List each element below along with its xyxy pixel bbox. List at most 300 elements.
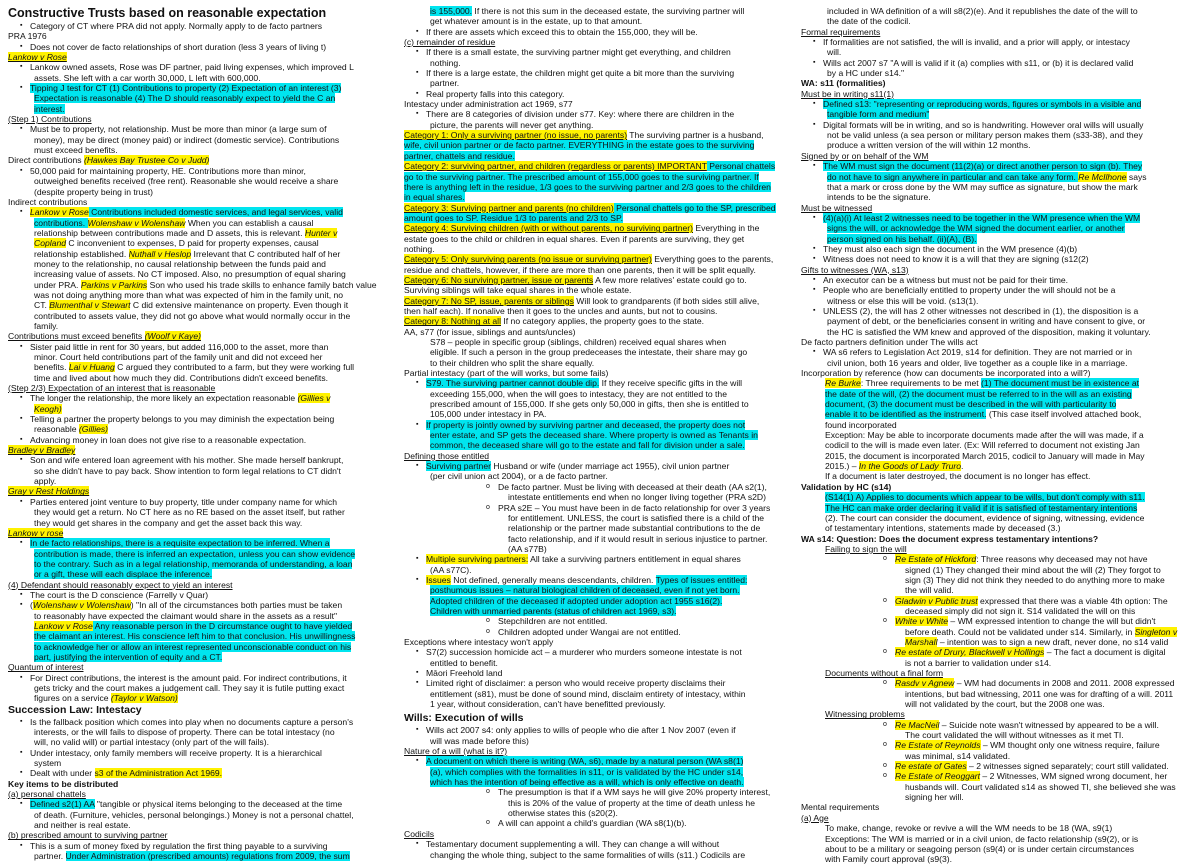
- text-line: [801, 834, 1193, 844]
- text-segment: Husband or wife (under marriage act 1955), civil union partner: [490, 461, 730, 472]
- text-line: [8, 362, 400, 372]
- text-line: [8, 673, 400, 683]
- highlighted-text: which has the intention of being effective as a will, which is only effective on death.: [430, 777, 744, 788]
- text-segment: 50,000 paid for maintaining property, HE. Contributions more than minor,: [30, 165, 306, 176]
- text-line: [801, 347, 1193, 357]
- highlighted-text: tangible form and medium": [827, 109, 930, 120]
- text-line: [8, 717, 400, 727]
- highlighted-text: (1) The document must be in existence at: [981, 378, 1139, 389]
- text-segment: Son who used his trade skills to enhance family batch value: [147, 279, 377, 290]
- section-heading: [404, 712, 796, 725]
- highlighted-text: Nuthall v Heslop: [128, 248, 192, 259]
- text-segment: codicil to the will is made even later. (Ex: Will referred to document not existing Jan: [825, 440, 1140, 451]
- text-segment: expressed that there was a viable 4th option: The: [977, 595, 1168, 606]
- text-line: [8, 259, 400, 269]
- text-line: [801, 182, 1193, 192]
- highlighted-text: Re Burke: [825, 378, 861, 389]
- highlighted-text: (Hawkes Bay Trustee Co v Judd): [83, 155, 210, 166]
- text-line: [404, 389, 796, 399]
- text-line: [404, 347, 796, 357]
- text-line: [801, 16, 1193, 26]
- text-segment: Does not cover de facto relationships of short duration (less 3 years of living t): [30, 41, 327, 52]
- highlighted-text: Wolenshaw v Wolenshaw: [32, 600, 131, 611]
- text-segment: (Step 2/3) Expectation of an interest that is reasonable: [8, 383, 216, 394]
- text-line: [404, 6, 796, 16]
- text-line: [404, 585, 796, 595]
- text-segment: C argued they contributed to a farm, but they were working full: [114, 362, 355, 373]
- text-line: [801, 575, 1193, 585]
- text-segment: Quantum of interest: [8, 662, 84, 673]
- text-segment: The presumption is that if a WM says he will give 20% property interest,: [498, 787, 771, 798]
- text-line: [801, 492, 1193, 502]
- text-segment: get whatever amount is in the estate, up to that amount.: [430, 16, 643, 27]
- text-line: [404, 554, 796, 564]
- text-line: [801, 99, 1193, 109]
- text-line: [404, 596, 796, 606]
- text-line: [801, 616, 1193, 626]
- text-line: [404, 296, 796, 306]
- text-segment: Documents without a final form: [825, 668, 943, 678]
- text-segment: The court validated the will without witnesses as it met TI.: [905, 730, 1124, 741]
- text-line: [8, 497, 400, 507]
- highlighted-text: Category 8: Nothing at all: [404, 316, 501, 327]
- text-segment: outweighed benefits received (free rent). Reasonable she would receive a share: [34, 176, 339, 187]
- text-line: [801, 823, 1193, 833]
- text-line: [8, 507, 400, 517]
- text-line: [801, 720, 1193, 730]
- text-segment: C inconvenient to expenses, D paid for property expenses, causal: [66, 238, 319, 249]
- text-line: [801, 27, 1193, 37]
- text-segment: money to the relationship, no causal relationship between the funds paid and: [34, 258, 326, 269]
- text-segment: Partial intestacy (part of the will works, but some fails): [404, 368, 609, 379]
- text-line: [404, 787, 796, 797]
- text-segment: system: [34, 758, 62, 769]
- text-segment: C did extensive maintenance on property. Even though it: [130, 300, 349, 311]
- text-line: [8, 300, 400, 310]
- highlighted-text: part, justifying the intervention of equity and a CT.: [34, 651, 223, 662]
- text-line: [801, 565, 1193, 575]
- highlighted-text: (Taylor v Watson): [110, 693, 178, 704]
- text-segment: PRA s2E – You must have been in de facto relationship for over 3 years: [498, 502, 771, 513]
- highlighted-text: s3 of the Administration Act 1969.: [94, 768, 223, 779]
- text-segment: WA s14: Question: Does the document express testamentary intentions?: [801, 533, 1099, 544]
- text-line: [8, 249, 400, 259]
- text-segment: signing her will.: [905, 792, 964, 803]
- highlighted-text: Children with unmarried parents (status of children act 1969, s3).: [430, 605, 677, 616]
- text-line: [404, 409, 796, 419]
- text-segment: assets. She left with a car worth 30,000, L left with 600,000.: [34, 72, 261, 83]
- text-segment: says: [1126, 171, 1147, 182]
- text-segment: about to be a military or seagoing person (s9(4) or is under certain circumstances: [825, 843, 1135, 854]
- text-segment: time and lived about how much they did. Contributions didn't exceed benefits.: [34, 372, 329, 383]
- highlighted-text: posthumous issues – natural biological children of deceased, even if not yet born.: [430, 585, 740, 596]
- text-line: [801, 430, 1193, 440]
- text-line: [404, 99, 796, 109]
- text-line: [8, 693, 400, 703]
- text-line: [801, 89, 1193, 99]
- text-segment: Testamentary document supplementing a will. They can change a will without: [426, 839, 720, 850]
- text-line: [404, 89, 796, 99]
- text-segment: For Direct contributions, the interest is the amount paid. For indirect contributions, it: [30, 672, 347, 683]
- text-line: [801, 513, 1193, 523]
- text-line: [404, 327, 796, 337]
- text-line: [404, 120, 796, 130]
- text-line: [801, 203, 1193, 213]
- text-segment: De facto partners definition under The wills act: [801, 337, 978, 347]
- text-line: [8, 810, 400, 820]
- highlighted-text: Personal chattels go to the SP, prescribed: [613, 202, 776, 213]
- text-segment: will not validated by the court, but the 2008 one was.: [905, 699, 1105, 710]
- highlighted-text: common, the deceased share will go to the estate and fall for division under a sale.: [430, 440, 745, 451]
- text-segment: the date of the codicil.: [827, 16, 911, 27]
- text-segment: De facto partner. Must be living with deceased at their death (AA s2(1),: [498, 481, 767, 492]
- text-line: [404, 461, 796, 471]
- highlighted-text: A document on which there is writing (WA, s6), made by a natural person (WA s8(1): [426, 756, 744, 767]
- text-line: [404, 213, 796, 223]
- text-segment: relationship or the partner made substantial contributions to the de: [508, 523, 761, 534]
- text-line: [8, 135, 400, 145]
- text-line: [404, 606, 796, 616]
- text-segment: payment of debt, or the beneficiaries consent in writing and have consent to give, or: [827, 316, 1146, 327]
- text-segment: sign (3) They did not think they needed to do anything more to make: [905, 574, 1165, 585]
- text-line: [801, 244, 1193, 254]
- text-line: [8, 611, 400, 621]
- text-line: [801, 761, 1193, 771]
- text-line: [801, 337, 1193, 347]
- text-line: [8, 737, 400, 747]
- text-segment: Defining those entitled: [404, 450, 490, 461]
- text-segment: (despite property being in trust): [34, 186, 153, 197]
- text-line: [8, 280, 400, 290]
- text-line: [801, 554, 1193, 564]
- text-line: [8, 21, 400, 31]
- text-line: [801, 316, 1193, 326]
- highlighted-text: in equal shares.: [404, 192, 465, 203]
- text-segment: of death. (Furniture, vehicles, personal belongings.) Money is not a personal chattel,: [34, 809, 354, 820]
- text-line: [8, 52, 400, 62]
- text-segment: this is 20% of the value of property at the time of death unless he: [508, 797, 755, 808]
- text-segment: Formal requirements: [801, 26, 881, 37]
- text-segment: Advancing money in loan does not give rise to a reasonable expectation.: [30, 434, 307, 445]
- text-segment: (This case itself involved attached book,: [986, 409, 1142, 420]
- text-line: [404, 777, 796, 787]
- highlighted-text: Marshall: [905, 636, 938, 647]
- text-line: [801, 740, 1193, 750]
- text-line: [801, 440, 1193, 450]
- text-segment: intentions, but bad witnessing, 2011 one was for drafting of a will. 2011: [905, 688, 1174, 699]
- text-segment: If a document is later destroyed, the document is no longer has effect.: [825, 471, 1091, 482]
- highlighted-text: Lankow v Rose: [34, 620, 93, 631]
- text-line: [404, 130, 796, 140]
- text-segment: residue and chattels, however, if there are more than one parents, then it will be split equally.: [404, 264, 756, 275]
- text-line: [801, 471, 1193, 481]
- text-line: [404, 58, 796, 68]
- text-segment: and neither is real estate.: [34, 820, 131, 831]
- text-line: [8, 311, 400, 321]
- text-segment: Māori Freehold land: [426, 668, 503, 678]
- text-segment: witness or else this will be void. (s13(1).: [827, 295, 979, 306]
- text-line: [801, 109, 1193, 119]
- text-segment: A few more relatives' estate could go to.: [593, 274, 747, 285]
- text-line: [8, 851, 400, 861]
- highlighted-text: Keogh): [34, 403, 62, 414]
- highlighted-text: to acknowledge her or allow an interest represented unconscionable conduct on his: [34, 641, 352, 652]
- text-segment: husbands will. Court validated s14 as showed TI, she believed she was: [905, 781, 1176, 792]
- text-line: [801, 792, 1193, 802]
- text-segment: Category of CT where PRA did not apply. Normally apply to de facto partners: [30, 21, 323, 31]
- text-line: [801, 844, 1193, 854]
- text-segment: deceased simply did not sign it. S14 validated the will on this: [905, 605, 1136, 616]
- text-line: [404, 451, 796, 461]
- highlighted-text: interest.: [34, 103, 65, 114]
- text-line: [404, 689, 796, 699]
- text-segment: If they receive specific gifts in the will: [599, 378, 743, 389]
- text-segment: (a) Age: [801, 812, 829, 823]
- text-segment: signed (1) They changed their mind about the will (2) They forgot to: [905, 564, 1161, 575]
- text-line: [404, 316, 796, 326]
- text-line: [404, 203, 796, 213]
- text-line: [404, 37, 796, 47]
- text-line: [8, 269, 400, 279]
- text-segment: People who are beneficially entitled to property under the will should not be a: [823, 285, 1116, 296]
- text-line: [8, 404, 400, 414]
- text-line: [404, 658, 796, 668]
- text-line: [801, 668, 1193, 678]
- text-segment: of testamentary intentions, statements made by deceased (3.): [825, 523, 1061, 534]
- text-line: [8, 466, 400, 476]
- text-segment: : Three requirements to be met: [860, 378, 982, 389]
- text-segment: picture, the parents will never get anything.: [430, 119, 594, 130]
- highlighted-text: Defined s2(1) AA: [30, 799, 95, 810]
- text-line: [801, 409, 1193, 419]
- text-segment: Lankow owned assets, Rose was DF partner, paid living expenses, which improved L: [30, 62, 354, 73]
- text-line: [8, 424, 400, 434]
- text-line: [404, 78, 796, 88]
- highlighted-text: (S14(1) A) Applies to documents which appear to be wills, but don't comply with s11.: [825, 492, 1145, 503]
- text-line: [404, 575, 796, 585]
- text-segment: Exceptions where intestacy won't apply: [404, 636, 554, 647]
- text-line: [801, 813, 1193, 823]
- text-segment: will.: [827, 47, 842, 58]
- highlighted-text: Lai v Huang: [68, 362, 115, 373]
- text-segment: WA s6 refers to Legislation Act 2019, s14 for definition. They are not married or in: [823, 347, 1133, 358]
- text-line: [404, 637, 796, 647]
- text-line: [404, 151, 796, 161]
- highlighted-text: partner, chattels and residue.: [404, 150, 515, 161]
- text-line: [404, 627, 796, 637]
- highlighted-text: Lankow v Rose: [30, 207, 89, 218]
- text-segment: S78 – people in specific group (siblings, children) received equal shares when: [430, 337, 727, 347]
- text-line: [8, 569, 400, 579]
- text-line: [404, 265, 796, 275]
- text-line: [801, 192, 1193, 202]
- text-segment: Wills: Execution of wills: [404, 712, 524, 725]
- text-segment: 2015.) –: [825, 461, 859, 472]
- highlighted-text: Re Estate of Reoggart: [895, 771, 981, 782]
- highlighted-text: IMPORTANT: [654, 161, 707, 172]
- highlighted-text: Re McIlhone: [1078, 171, 1127, 182]
- text-segment: Key items to be distributed: [8, 778, 119, 789]
- text-line: [801, 451, 1193, 461]
- text-segment: If no category applies, the property goes to the state.: [500, 316, 705, 327]
- text-line: [404, 482, 796, 492]
- text-segment: (2). The court can consider the document, evidence of signing, witnessing, evidence: [825, 512, 1145, 523]
- text-segment: eligible. If such a person in the group predeceases the intestate, their share may go: [430, 347, 748, 358]
- text-segment: (a) personal chattels: [8, 789, 86, 800]
- text-segment: figures on a service: [34, 693, 111, 704]
- highlighted-text: do not have to sign anywhere in particular and can take any form.: [827, 171, 1079, 182]
- text-line: [801, 378, 1193, 388]
- text-segment: ) "In all of the circumstances both parties must be taken: [130, 600, 343, 611]
- text-segment: for entitlement. UNLESS, the court is satisfied there is a child of the: [508, 512, 765, 523]
- highlighted-text: Category 5: Only surviving parents (no issue or surviving partner): [404, 254, 652, 265]
- text-line: [8, 83, 400, 93]
- highlighted-text: Wolenshaw v Wolenshaw: [87, 217, 186, 228]
- text-segment: Children adopted under Wangai are not entitled.: [498, 626, 681, 637]
- text-line: [801, 482, 1193, 492]
- highlighted-text: Lankow v Rose: [8, 52, 67, 63]
- highlighted-text: Re Estate of Hickford: [895, 554, 977, 565]
- text-line: [801, 658, 1193, 668]
- text-segment: Stepchildren are not entitled.: [498, 616, 608, 627]
- text-segment: produce a written version of the will within 12 months.: [827, 140, 1031, 151]
- text-segment: contributed to assets value, they did not go above what would normally occur in the: [34, 310, 351, 321]
- text-line: [404, 839, 796, 849]
- text-line: [801, 306, 1193, 316]
- text-line: [8, 414, 400, 424]
- text-segment: The court is the D conscience (Farrelly v Quar): [30, 589, 209, 600]
- text-segment: estate goes to the child or children in equal shares. Even if parents are surviving, they get: [404, 233, 745, 244]
- text-line: [404, 172, 796, 182]
- text-segment: Irrelevant that C contributed half of her: [191, 248, 341, 259]
- text-segment: This is a sum of money fixed by regulation the first thing payable to a surviving: [30, 840, 328, 851]
- text-line: [801, 420, 1193, 430]
- text-segment: they would get a return. No CT here as no RE based on the asset itself, but rather: [34, 507, 345, 518]
- text-line: [8, 393, 400, 403]
- highlighted-text: (Woolf v Kaye): [144, 331, 201, 342]
- text-line: [8, 455, 400, 465]
- text-line: [8, 383, 400, 393]
- text-line: [8, 486, 400, 496]
- highlighted-text: Tipping J test for CT (1) Contributions to property (2) Expectation of an interest (3): [30, 83, 342, 94]
- text-segment: civil union, both 16 years and older, live together as a couple like in a marriage.: [827, 357, 1128, 368]
- text-line: [801, 699, 1193, 709]
- text-line: [8, 31, 400, 41]
- text-segment: – 2 Witnesses, WM signed wrong document, her: [980, 771, 1168, 782]
- highlighted-text: Re estate of Gates: [895, 761, 967, 772]
- highlighted-text: the claimant an interest. His conscience left him to that conclusion. His unwillingness: [34, 631, 356, 642]
- text-segment: – Suicide note wasn't witnessed by appeared to be a will.: [939, 719, 1159, 730]
- text-segment: relationship between contributions made and D assets, this is relevant.: [34, 227, 305, 238]
- text-segment: Mental requirements: [801, 802, 880, 813]
- highlighted-text: (a), which complies with the formalities in s11, or is validated by the HC under s14,: [430, 766, 744, 777]
- text-segment: Contributions must exceed benefits: [8, 331, 145, 342]
- text-line: [404, 285, 796, 295]
- text-line: [404, 192, 796, 202]
- text-segment: Intestacy under administration act 1969, s77: [404, 99, 573, 110]
- text-line: [404, 699, 796, 709]
- text-segment: If formalities are not satisfied, the will is invalid, and a prior will apply, or intestacy: [823, 37, 1130, 48]
- text-line: [8, 104, 400, 114]
- text-segment: entitlement (s81), must be done of sound mind, disclaim entirety of intestacy, within: [430, 688, 746, 699]
- text-segment: otherwise states this (s20(2).: [508, 808, 618, 819]
- text-line: [404, 808, 796, 818]
- highlighted-text: (Gillies v: [297, 393, 331, 404]
- section-heading: [8, 6, 400, 21]
- highlighted-text: Category 4: Surviving children (with or without parents, no surviving partner): [404, 223, 693, 234]
- text-segment: The surviving partner is a husband,: [627, 130, 764, 141]
- text-line: [801, 358, 1193, 368]
- highlighted-text: contribution is made, there is inferred an expectation, unless you can show evidence: [34, 548, 356, 559]
- text-line: [8, 187, 400, 197]
- text-segment: (per civil union act 2004), or a de facto partner.: [430, 471, 608, 482]
- text-segment: CT.: [34, 300, 50, 311]
- text-segment: Sister paid little in rent for 30 years, but added 116,000 to the asset, more than: [30, 341, 329, 352]
- text-line: [801, 389, 1193, 399]
- text-segment: interests, or the will fails to dispose of property. There can be total intestacy (no: [34, 727, 335, 738]
- text-line: [8, 652, 400, 662]
- text-line: [404, 68, 796, 78]
- text-line: [801, 58, 1193, 68]
- text-line: [8, 218, 400, 228]
- highlighted-text: Singleton v: [1134, 626, 1178, 637]
- highlighted-text: Re MacNeil: [895, 719, 940, 730]
- text-line: [801, 6, 1193, 16]
- text-line: [404, 358, 796, 368]
- text-line: [8, 683, 400, 693]
- highlighted-text: Bradley v Bradley: [8, 445, 76, 456]
- text-line: [404, 503, 796, 513]
- text-line: [8, 290, 400, 300]
- text-line: [8, 166, 400, 176]
- text-line: [801, 503, 1193, 513]
- text-line: [404, 756, 796, 766]
- text-segment: partner.: [34, 851, 66, 862]
- text-line: [8, 748, 400, 758]
- text-line: [8, 176, 400, 186]
- text-line: [801, 47, 1193, 57]
- text-line: [8, 538, 400, 548]
- highlighted-text: Rasdv v Agnew: [895, 678, 955, 689]
- highlighted-text: Parkins v Parkins: [80, 279, 148, 290]
- text-line: [801, 140, 1193, 150]
- text-segment: Son and wife entered loan agreement with his mother. She made herself bankrupt,: [30, 455, 344, 466]
- highlighted-text: In the Goods of Lady Truro: [858, 461, 961, 472]
- text-line: [404, 668, 796, 678]
- text-segment: (b) prescribed amount to surviving partner: [8, 830, 168, 841]
- text-line: [8, 114, 400, 124]
- text-segment: partner.: [430, 78, 460, 89]
- text-segment: PRA 1976: [8, 31, 47, 42]
- text-line: [8, 155, 400, 165]
- text-segment: so she didn't have to pay back. Show intention to form legal relations to CT didn't: [34, 465, 341, 476]
- text-segment: minor. Court held contributions part of the family unit and did not exceed her: [34, 352, 323, 362]
- text-segment: If there is a large estate, the children might get quite a bit more than the surviving: [426, 68, 735, 79]
- highlighted-text: person signed on his behalf. (ii)(A), (B).: [827, 233, 977, 244]
- text-segment: Codicils: [404, 828, 435, 839]
- text-line: [404, 818, 796, 828]
- text-segment: they would get shares in the company and get the asset back this way.: [34, 517, 303, 528]
- text-line: [801, 296, 1193, 306]
- text-segment: Succession Law: Intestacy: [8, 703, 142, 716]
- text-line: [8, 820, 400, 830]
- text-segment: Real property falls into this category.: [426, 88, 565, 99]
- text-segment: UNLESS (2), the will has 2 other witnesses not described in (1), the disposition is a: [823, 305, 1139, 316]
- text-line: [8, 768, 400, 778]
- text-segment: : Three reasons why deceased may not have: [976, 554, 1148, 565]
- text-line: [8, 528, 400, 538]
- text-segment: (AA s77C).: [430, 564, 472, 575]
